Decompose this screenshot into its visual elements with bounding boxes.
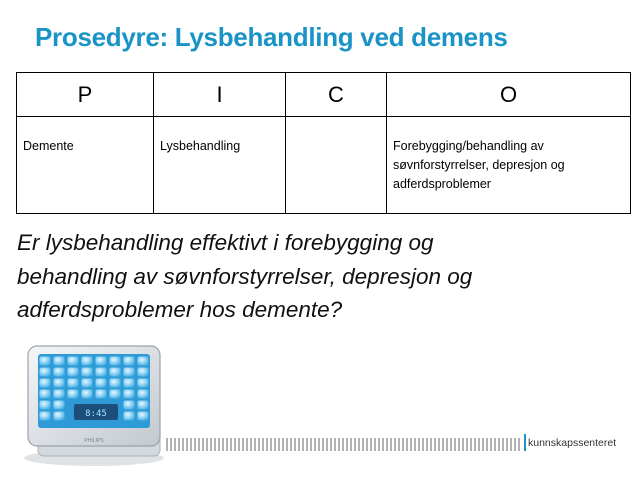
- device-led-cell: [138, 357, 149, 366]
- question-line: adferdsproblemer hos demente?: [17, 297, 343, 322]
- device-led-cell: [54, 368, 65, 377]
- device-led-cell: [40, 379, 51, 388]
- device-led-cell: [138, 401, 149, 410]
- pico-header-o: O: [387, 73, 631, 117]
- device-led-cell: [96, 368, 107, 377]
- pico-header-c: C: [286, 73, 387, 117]
- device-led-cell: [54, 390, 65, 399]
- device-led-cell: [138, 379, 149, 388]
- device-led-cell: [54, 357, 65, 366]
- device-led-cell: [68, 357, 79, 366]
- footer-logo-mark: [524, 434, 526, 451]
- device-led-cell: [82, 368, 93, 377]
- device-led-cell: [124, 412, 135, 421]
- pico-table: [16, 72, 631, 214]
- device-led-cell: [138, 368, 149, 377]
- device-led-cell: [110, 390, 121, 399]
- device-led-cell: [110, 368, 121, 377]
- device-led-cell: [54, 379, 65, 388]
- pico-header-i: I: [154, 73, 286, 117]
- device-led-cell: [68, 390, 79, 399]
- device-led-cell: [40, 401, 51, 410]
- footer-logo-text: kunnskapssenteret: [528, 437, 617, 449]
- device-led-cell: [54, 401, 65, 410]
- pico-cell-comparison: [286, 117, 387, 214]
- device-led-cell: [138, 412, 149, 421]
- device-led-cell: [124, 368, 135, 377]
- device-led-cell: [54, 412, 65, 421]
- pico-header-p: P: [17, 73, 154, 117]
- device-led-cell: [96, 357, 107, 366]
- device-led-cell: [68, 368, 79, 377]
- question-line: behandling av søvnforstyrrelser, depresjon og: [17, 263, 473, 289]
- device-led-cell: [124, 379, 135, 388]
- device-led-cell: [82, 379, 93, 388]
- device-led-cell: [40, 368, 51, 377]
- device-led-cell: [40, 357, 51, 366]
- slide-title: Prosedyre: Lysbehandling ved demens: [35, 22, 508, 52]
- question-line: Er lysbehandling effektivt i forebygging og: [17, 230, 434, 255]
- device-led-cell: [40, 412, 51, 421]
- device-led-cell: [82, 357, 93, 366]
- device-led-cell: [96, 390, 107, 399]
- light-therapy-device-image: [12, 332, 172, 472]
- device-display-text: 8:45: [85, 409, 107, 419]
- pico-cell-intervention: Lysbehandling: [154, 117, 286, 214]
- device-led-cell: [68, 379, 79, 388]
- device-brand-text: PHILIPS: [84, 438, 104, 444]
- pico-cell-population: Demente: [17, 117, 154, 214]
- device-led-cell: [110, 379, 121, 388]
- pico-header-row: [17, 73, 631, 117]
- device-led-cell: [138, 390, 149, 399]
- device-led-cell: [96, 379, 107, 388]
- device-led-cell: [110, 357, 121, 366]
- device-led-cell: [124, 390, 135, 399]
- pico-data-row: [17, 117, 631, 214]
- device-led-cell: [124, 401, 135, 410]
- footer-stripe-bar: [166, 438, 522, 451]
- research-question: [17, 226, 617, 327]
- pico-cell-outcome: Forebygging/behandling av søvnforstyrrelser, depresjon og adferdsproblemer: [387, 117, 631, 214]
- device-led-cell: [124, 357, 135, 366]
- device-led-cell: [82, 390, 93, 399]
- device-led-cell: [40, 390, 51, 399]
